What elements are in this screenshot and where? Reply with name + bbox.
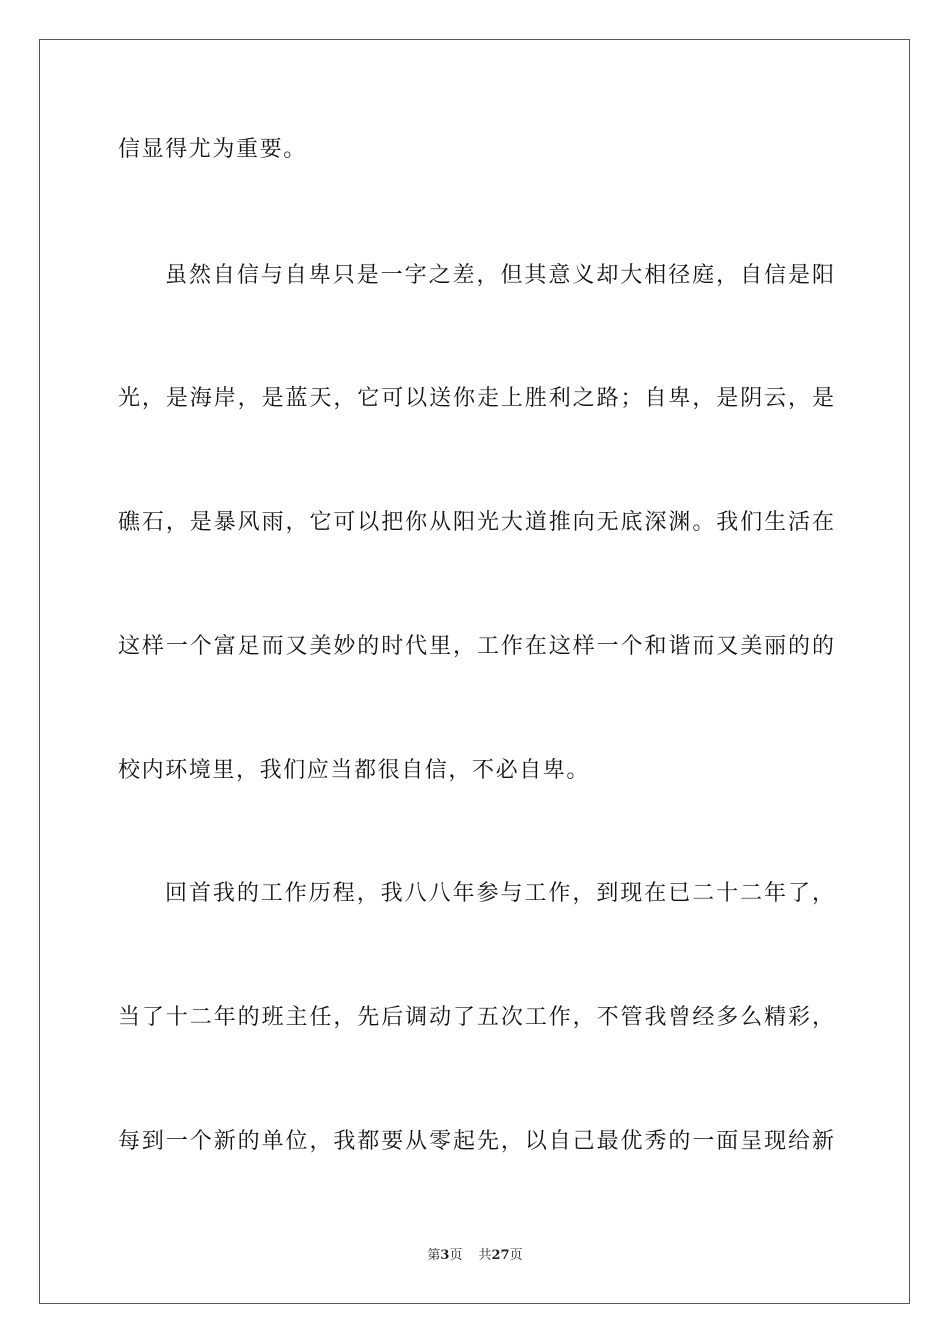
paragraph-3-line-3: 每到一个新的单位，我都要从零起先，以自己最优秀的一面呈现给新 xyxy=(118,1129,834,1154)
page-number: 3 xyxy=(440,1248,450,1263)
page-suffix: 页 xyxy=(449,1248,463,1263)
paragraph-2-line-3: 礁石，是暴风雨，它可以把你从阳光大道推向无底深渊。我们生活在 xyxy=(118,510,834,535)
total-suffix: 页 xyxy=(509,1248,523,1263)
total-pages: 27 xyxy=(491,1248,510,1263)
paragraph-2-line-5: 校内环境里，我们应当都很自信，不必自卑。 xyxy=(118,758,591,783)
page-footer xyxy=(0,1247,950,1265)
body-line-1: 信显得尤为重要。 xyxy=(118,137,307,162)
paragraph-2-line-2: 光，是海岸，是蓝天，它可以送你走上胜利之路；自卑，是阴云，是 xyxy=(118,386,834,411)
total-prefix: 共 xyxy=(478,1248,492,1263)
paragraph-2-line-1: 虽然自信与自卑只是一字之差，但其意义却大相径庭，自信是阳 xyxy=(165,263,834,288)
paragraph-3-line-2: 当了十二年的班主任，先后调动了五次工作，不管我曾经多么精彩， xyxy=(118,1005,834,1030)
paragraph-3-line-1: 回首我的工作历程，我八八年参与工作，到现在已二十二年了， xyxy=(165,881,834,906)
paragraph-2-line-4: 这样一个富足而又美妙的时代里，工作在这样一个和谐而又美丽的的 xyxy=(118,634,834,659)
page-prefix: 第 xyxy=(427,1248,441,1263)
page-border xyxy=(39,39,910,1304)
